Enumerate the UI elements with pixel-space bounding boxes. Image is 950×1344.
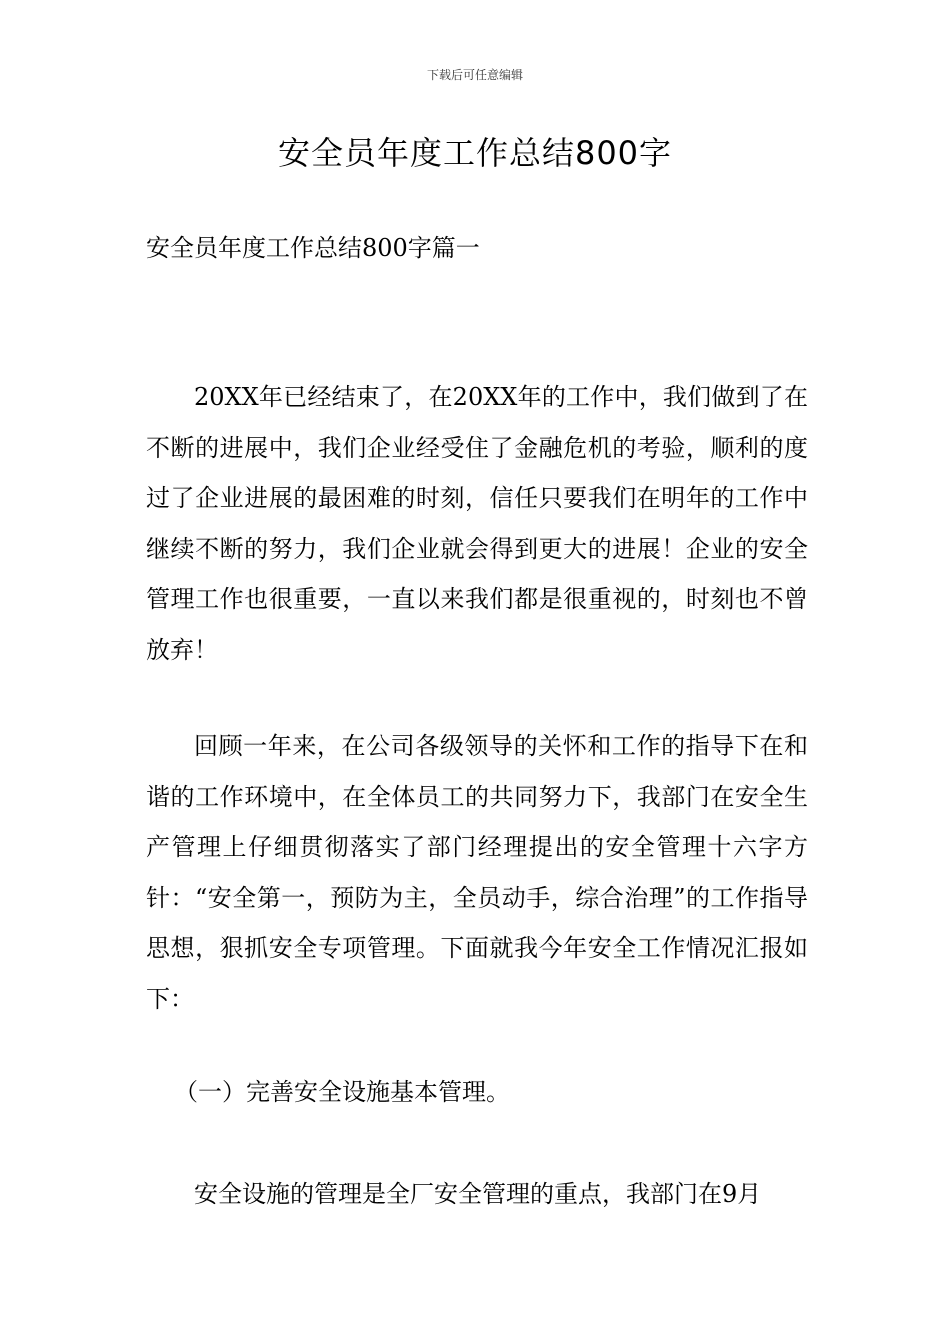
subheading-1: （一）完善安全设施基本管理。 (174, 1078, 510, 1106)
document-title: 安全员年度工作总结800字 (277, 134, 673, 172)
paragraph-3: 安全设施的管理是全厂安全管理的重点，我部门在9月 (194, 1180, 762, 1208)
paragraph-1: 20XX年已经结束了，在20XX年的工作中，我们做到了在不断的进展中，我们企业经受住了金融危机的考验，顺利的度过了企业进展的最困难的时刻，信任只要我们在明年的工作中继续不断的努力，我们企业就会得到更大的进展！企业的安全管理工作也很重要，一直以来我们都是很重视的，时刻也不曾放弃！ (146, 383, 808, 664)
header-note: 下载后可任意编辑 (426, 68, 523, 82)
paragraph-2: 回顾一年来，在公司各级领导的关怀和工作的指导下在和谐的工作环境中，在全体员工的共同努力下，我部门在安全生产管理上仔细贯彻落实了部门经理提出的安全管理十六字方针：“安全第一，预防为主，全员动手，综合治理”的工作指导思想，狠抓安全专项管理。下面就我今年安全工作情况汇报如下： (146, 732, 808, 1013)
section-heading: 安全员年度工作总结800字篇一 (146, 234, 480, 262)
